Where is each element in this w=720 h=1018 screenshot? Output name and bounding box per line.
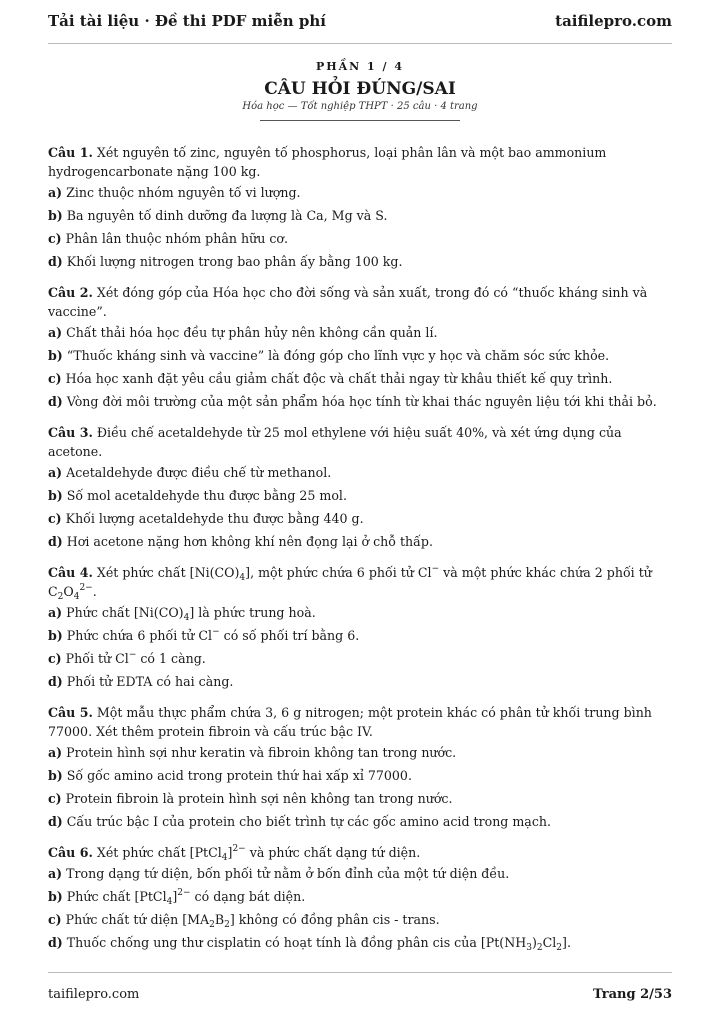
question-2	[48, 283, 672, 411]
option-b	[48, 626, 672, 645]
formula-part: [MA	[182, 912, 210, 927]
formula-superscript: 2−	[79, 583, 93, 593]
question-stem	[48, 423, 672, 461]
option-text: có dạng bát diện.	[190, 889, 306, 904]
option-c	[48, 789, 672, 808]
formula-subscript: 2	[57, 592, 64, 602]
option-key: d)	[48, 534, 63, 549]
formula-subscript: 2	[556, 943, 563, 953]
question-stem	[48, 283, 672, 321]
option-c	[48, 509, 672, 528]
option-key: c)	[48, 231, 62, 246]
option-b	[48, 346, 672, 365]
question-label: Câu 5.	[48, 705, 93, 720]
formula-ni-co4	[133, 605, 195, 623]
section-subtitle: Hóa học — Tốt nghiệp THPT · 25 câu · 4 trang	[242, 101, 478, 112]
question-label: Câu 3.	[48, 425, 93, 440]
formula-part: ]	[562, 935, 567, 950]
formula-part: Cl	[198, 628, 213, 643]
option-a	[48, 603, 672, 622]
option-text: Hơi acetone nặng hơn không khí nên đọng lại ở chỗ thấp.	[66, 534, 433, 549]
stem-text: Xét phức chất	[96, 845, 190, 860]
formula-superscript: 2−	[177, 888, 191, 898]
stem-text: Xét phức chất	[96, 565, 190, 580]
stem-text: và một phức khác chứa 2 phối tử	[439, 565, 652, 580]
question-label: Câu 2.	[48, 285, 93, 300]
formula-subscript: 3	[526, 943, 532, 953]
option-key: a)	[48, 745, 63, 760]
formula-superscript: −	[212, 627, 220, 637]
option-d	[48, 672, 672, 691]
option-text: Phối tử	[65, 651, 116, 666]
formula-part: [Ni(CO)	[189, 565, 240, 580]
formula-ma2b2	[182, 912, 235, 930]
option-text: Số gốc amino acid trong protein thứ hai xấp xỉ 77000.	[66, 768, 412, 783]
formula-subscript: 4	[183, 613, 190, 623]
option-key: a)	[48, 605, 63, 620]
section-title: CÂU HỎI ĐÚNG/SAI	[264, 79, 456, 99]
option-d	[48, 252, 672, 271]
footer-site-url[interactable]: taifilepro.com	[48, 987, 140, 1002]
option-key: a)	[48, 465, 63, 480]
option-key: a)	[48, 325, 63, 340]
question-label: Câu 6.	[48, 845, 93, 860]
option-text: Chất thải hóa học đều tự phân hủy nên không cần quản lí.	[66, 325, 438, 340]
formula-subscript: 2	[224, 920, 230, 930]
question-1	[48, 143, 672, 271]
option-key: b)	[48, 768, 63, 783]
formula-subscript: 4	[221, 853, 228, 863]
formula-part: [PtCl	[189, 845, 222, 860]
page-header	[48, 12, 672, 30]
question-4	[48, 563, 672, 691]
option-text: Phối tử EDTA có hai càng.	[66, 674, 234, 689]
option-a	[48, 864, 672, 883]
option-text: Ba nguyên tố dinh dưỡng đa lượng là Ca, Mg và S.	[66, 208, 388, 223]
option-a	[48, 323, 672, 342]
option-c	[48, 369, 672, 388]
option-text: Phức chất tứ diện	[65, 912, 183, 927]
formula-part: Cl	[542, 935, 557, 950]
formula-ni-co4	[189, 565, 251, 583]
formula-part: Cl	[417, 565, 432, 580]
option-key: d)	[48, 814, 63, 829]
option-key: c)	[48, 651, 62, 666]
title-rule	[260, 120, 460, 121]
formula-subscript: 2	[536, 943, 543, 953]
option-d	[48, 532, 672, 551]
option-text: Phân lân thuộc nhóm phân hữu cơ.	[65, 231, 288, 246]
option-b	[48, 766, 672, 785]
option-text: Phức chất	[66, 605, 134, 620]
question-stem	[48, 703, 672, 741]
formula-ptcl4	[189, 844, 246, 863]
question-stem-text: Điều chế acetaldehyde từ 25 mol ethylene với hiệu suất 40%, và xét ứng dụng của acetone.	[48, 425, 622, 459]
option-key: b)	[48, 348, 63, 363]
question-stem-text: Xét nguyên tố zinc, nguyên tố phosphorus, loại phân lân và một bao ammonium hydrogencarbonate nặng 100 kg.	[48, 145, 607, 179]
formula-subscript: 4	[73, 592, 80, 602]
option-key: d)	[48, 254, 63, 269]
question-6	[48, 843, 672, 952]
option-a	[48, 743, 672, 762]
formula-part: Cl	[115, 651, 129, 666]
formula-part: [PtCl	[134, 889, 167, 904]
option-key: d)	[48, 394, 63, 409]
option-key: c)	[48, 912, 62, 927]
option-key: b)	[48, 208, 63, 223]
option-b	[48, 486, 672, 505]
option-text: Trong dạng tứ diện, bốn phối tử nằm ở bốn đỉnh của một tứ diện đều.	[66, 866, 510, 881]
option-a	[48, 183, 672, 202]
formula-part: ]	[172, 889, 178, 904]
option-text: “Thuốc kháng sinh và vaccine” là đóng góp cho lĩnh vực y học và chăm sóc sức khỏe.	[66, 348, 610, 363]
formula-part: ]	[227, 845, 233, 860]
option-key: a)	[48, 185, 63, 200]
formula-oxalate	[48, 583, 93, 602]
formula-chloride	[115, 651, 136, 666]
option-key: d)	[48, 935, 63, 950]
option-c	[48, 910, 672, 929]
formula-cisplatin	[480, 935, 567, 953]
option-text: Vòng đời môi trường của một sản phẩm hóa học tính từ khai thác nguyên liệu tới khi thải bỏ.	[66, 394, 657, 409]
formula-subscript: 4	[166, 897, 173, 907]
option-text: Zinc thuộc nhóm nguyên tố vi lượng.	[66, 185, 301, 200]
page-number: Trang 2/53	[593, 987, 672, 1002]
question-5	[48, 703, 672, 831]
formula-ptcl4	[134, 888, 191, 907]
option-d	[48, 812, 672, 831]
footer-divider	[48, 972, 672, 973]
question-label: Câu 1.	[48, 145, 93, 160]
header-site-title: Tải tài liệu · Đề thi PDF miễn phí	[48, 12, 327, 30]
option-a	[48, 463, 672, 482]
question-stem	[48, 143, 672, 181]
option-b	[48, 206, 672, 225]
formula-subscript: 2	[209, 920, 215, 930]
option-text: có 1 càng.	[136, 651, 206, 666]
option-key: c)	[48, 371, 62, 386]
formula-part: [Pt(NH	[480, 935, 527, 950]
stem-text: và phức chất dạng tứ diện.	[245, 845, 421, 860]
option-key: b)	[48, 488, 63, 503]
option-text: Khối lượng acetaldehyde thu được bằng 440 g.	[65, 511, 364, 526]
option-key: b)	[48, 628, 63, 643]
question-stem	[48, 563, 672, 601]
option-text: Protein hình sợi như keratin và fibroin không tan trong nước.	[66, 745, 457, 760]
formula-superscript: −	[128, 650, 137, 660]
option-key: b)	[48, 889, 63, 904]
option-c	[48, 229, 672, 248]
header-site-url[interactable]: taifilepro.com	[555, 12, 672, 30]
option-text: .	[566, 935, 571, 950]
formula-part: ]	[229, 912, 235, 927]
option-text: Khối lượng nitrogen trong bao phân ấy bằng 100 kg.	[66, 254, 403, 269]
question-stem	[48, 843, 672, 862]
section-heading	[48, 60, 672, 121]
question-label: Câu 4.	[48, 565, 93, 580]
question-stem-text: Một mẫu thực phẩm chứa 3, 6 g nitrogen; một protein khác có phân tử khối trung bình 77000. Xét thêm protein fibroin và cấu trúc bậc IV.	[48, 705, 652, 739]
option-text: Thuốc chống ung thư cisplatin có hoạt tính là đồng phân cis của	[66, 935, 481, 950]
formula-part: O	[63, 584, 74, 599]
page-footer	[48, 987, 672, 1002]
option-text: Hóa học xanh đặt yêu cầu giảm chất độc và chất thải ngay từ khâu thiết kế quy trình.	[65, 371, 613, 386]
option-text: không có đồng phân cis - trans.	[234, 912, 440, 927]
header-divider	[48, 43, 672, 44]
formula-superscript: −	[431, 564, 440, 574]
formula-chloride	[418, 565, 439, 580]
option-text: có số phối trí bằng 6.	[219, 628, 360, 643]
option-text: Protein fibroin là protein hình sợi nên không tan trong nước.	[65, 791, 453, 806]
formula-part: B	[214, 912, 225, 927]
formula-part: [Ni(CO)	[133, 605, 184, 620]
option-d	[48, 933, 672, 952]
question-stem-text: Xét đóng góp của Hóa học cho đời sống và sản xuất, trong đó có “thuốc kháng sinh và vaccine”.	[48, 285, 648, 319]
question-list	[48, 143, 672, 964]
question-3	[48, 423, 672, 551]
option-key: c)	[48, 791, 62, 806]
stem-text: , một phức chứa 6 phối tử	[250, 565, 418, 580]
option-text: Acetaldehyde được điều chế từ methanol.	[66, 465, 332, 480]
option-key: d)	[48, 674, 63, 689]
stem-text: .	[92, 584, 97, 599]
option-key: a)	[48, 866, 63, 881]
formula-subscript: 4	[239, 573, 246, 583]
formula-part: C	[48, 584, 58, 599]
option-key: c)	[48, 511, 62, 526]
option-b	[48, 887, 672, 906]
formula-superscript: 2−	[232, 844, 246, 854]
option-text: là phức trung hoà.	[194, 605, 316, 620]
section-kicker: PHẦN 1 / 4	[315, 60, 405, 73]
option-text: Cấu trúc bậc I của protein cho biết trình tự các gốc amino acid trong mạch.	[66, 814, 551, 829]
option-text: Số mol acetaldehyde thu được bằng 25 mol.	[66, 488, 347, 503]
formula-part: ]	[189, 605, 195, 620]
formula-part: ]	[245, 565, 251, 580]
formula-part: )	[531, 935, 537, 950]
option-c	[48, 649, 672, 668]
option-text: Phức chất	[66, 889, 135, 904]
option-d	[48, 392, 672, 411]
option-text: Phức chứa 6 phối tử	[66, 628, 199, 643]
formula-chloride	[198, 628, 219, 643]
